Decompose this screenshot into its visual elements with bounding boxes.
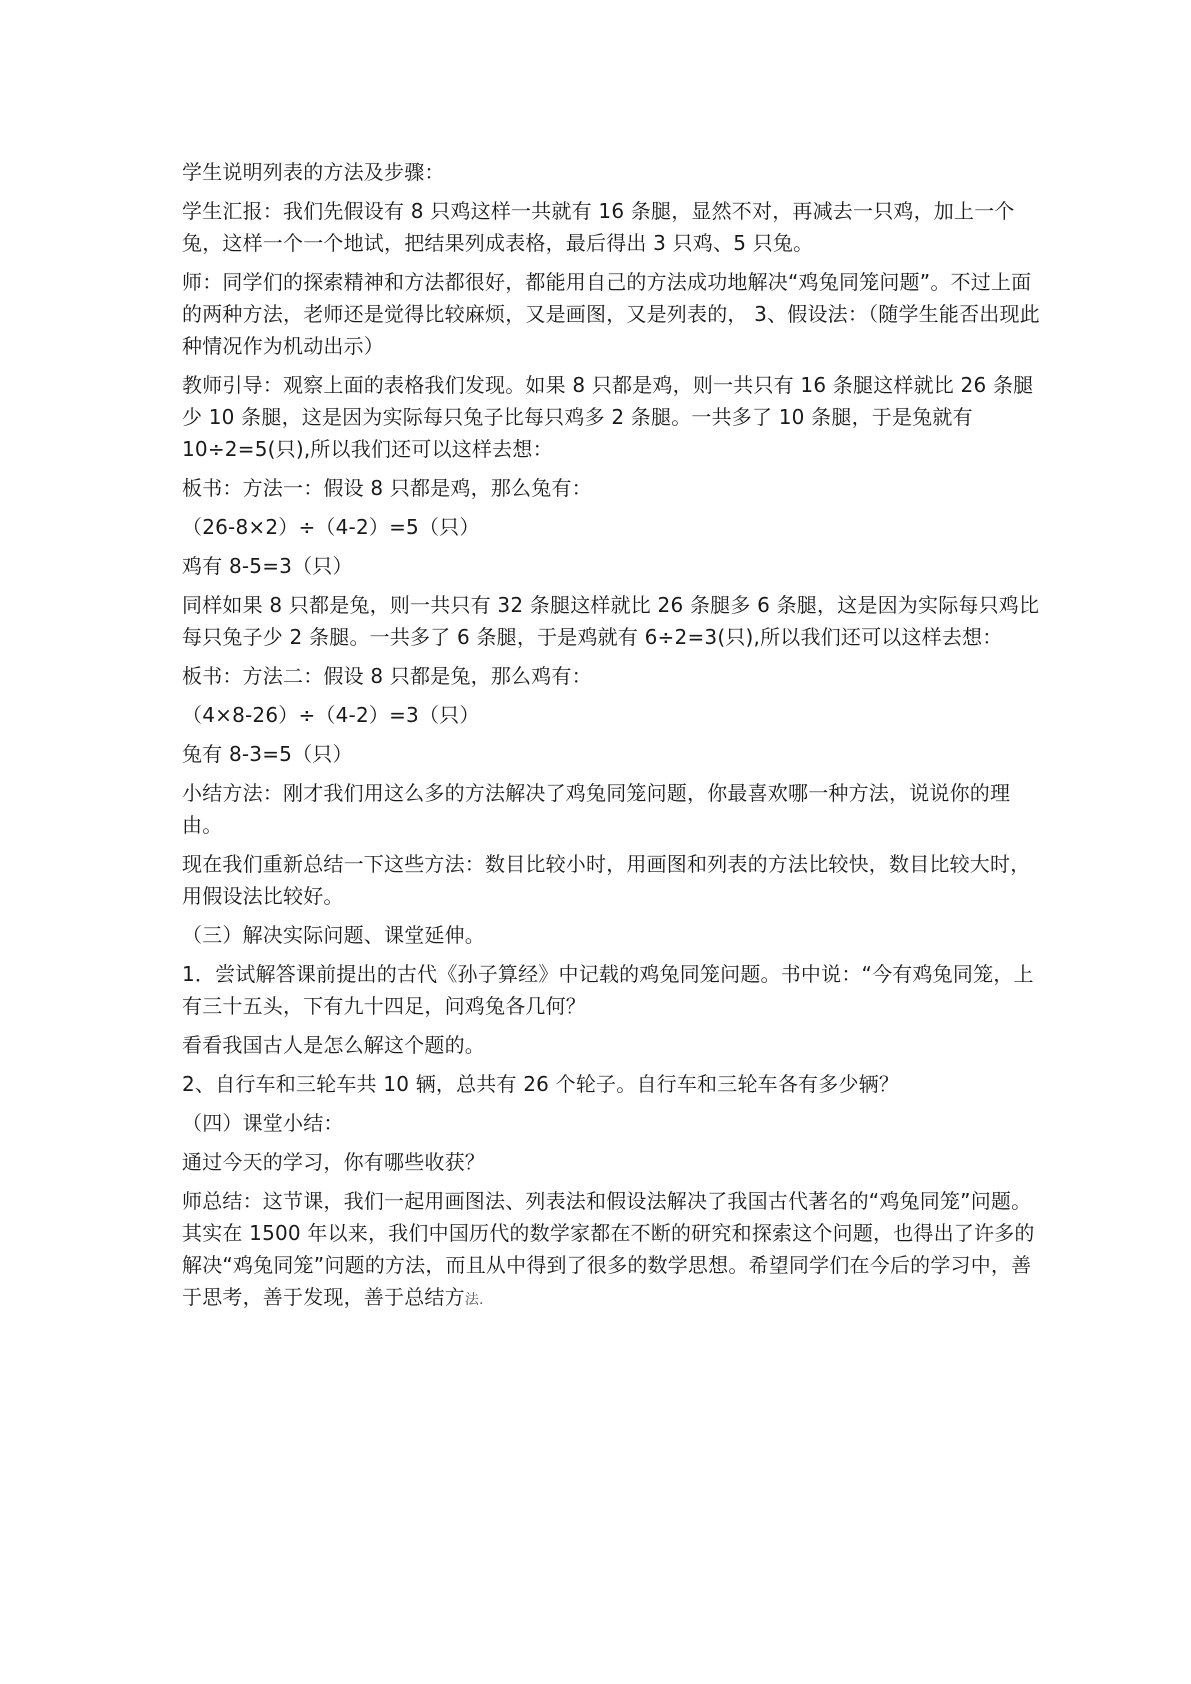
paragraph-19: 通过今天的学习，你有哪些收获？ — [182, 1150, 485, 1174]
paragraph-4: 教师引导：观察上面的表格我们发现。如果 8 只都是鸡，则一共只有 16 条腿这样就比 26 条腿少 10 条腿，这是因为实际每只兔子比每只鸡多 2 条腿。一共多了 10 条腿，于是兔就有 10÷2=5(只),所以我们还可以这样去想： — [182, 373, 1034, 461]
paragraph-16: 看看我国古人是怎么解这个题的。 — [182, 1033, 485, 1057]
formula-2: 鸡有 8-5=3（只） — [182, 554, 353, 578]
paragraph-3: 师：同学们的探索精神和方法都很好，都能用自己的方法成功地解决“鸡兔同笼问题”。不过上面的两种方法，老师还是觉得比较麻烦，又是画图，又是列表的， 3、假设法：（随学生能否出现此种情况作为机动出示） — [182, 270, 1040, 358]
closing-tail: 法. — [464, 1292, 484, 1308]
paragraph-12: 小结方法：刚才我们用这么多的方法解决了鸡兔同笼问题，你最喜欢哪一种方法，说说你的理由。 — [182, 781, 1011, 837]
paragraph-17: 2、自行车和三轮车共 10 辆，总共有 26 个轮子。自行车和三轮车各有多少辆？ — [182, 1072, 900, 1096]
paragraph-1: 学生说明列表的方法及步骤： — [182, 160, 445, 184]
formula-3: （4×8-26）÷（4-2）=3（只） — [182, 703, 480, 727]
section-heading-3: （三）解决实际问题、课堂延伸。 — [182, 923, 485, 947]
closing-text: 师总结：这节课，我们一起用画图法、列表法和假设法解决了我国古代著名的“鸡兔同笼”问题。其实在 1500 年以来，我们中国历代的数学家都在不断的研究和探索这个问题，也得出了许多的解决“鸡兔同笼”问题的方法，而且从中得到了很多的数学思想。希望同学们在今后的学习中，善于思考，善于发现，善于总结方 — [182, 1189, 1035, 1309]
paragraph-2: 学生汇报：我们先假设有 8 只鸡这样一共就有 16 条腿，显然不对，再减去一只鸡，加上一个兔，这样一个一个地试，把结果列成表格，最后得出 3 只鸡、5 只兔。 — [182, 199, 1015, 255]
formula-1: （26-8×2）÷（4-2）=5（只） — [182, 515, 480, 539]
section-heading-4: （四）课堂小结： — [182, 1111, 344, 1135]
paragraph-9: 板书：方法二：假设 8 只都是兔，那么鸡有： — [182, 664, 592, 688]
formula-4: 兔有 8-3=5（只） — [182, 742, 353, 766]
paragraph-5: 板书：方法一：假设 8 只都是鸡，那么兔有： — [182, 476, 592, 500]
closing-paragraph — [182, 1185, 1042, 1316]
document-page — [182, 156, 1042, 1323]
paragraph-13: 现在我们重新总结一下这些方法：数目比较小时，用画图和列表的方法比较快，数目比较大时，用假设法比较好。 — [182, 852, 1031, 908]
paragraph-8: 同样如果 8 只都是兔，则一共只有 32 条腿这样就比 26 条腿多 6 条腿，这是因为实际每只鸡比每只兔子少 2 条腿。一共多了 6 条腿，于是鸡就有 6÷2=3(只),所以我们还可以这样去想： — [182, 593, 1040, 649]
paragraph-15: 1．尝试解答课前提出的古代《孙子算经》中记载的鸡兔同笼问题。书中说：“今有鸡兔同笼，上有三十五头，下有九十四足，问鸡兔各几何？ — [182, 962, 1034, 1018]
